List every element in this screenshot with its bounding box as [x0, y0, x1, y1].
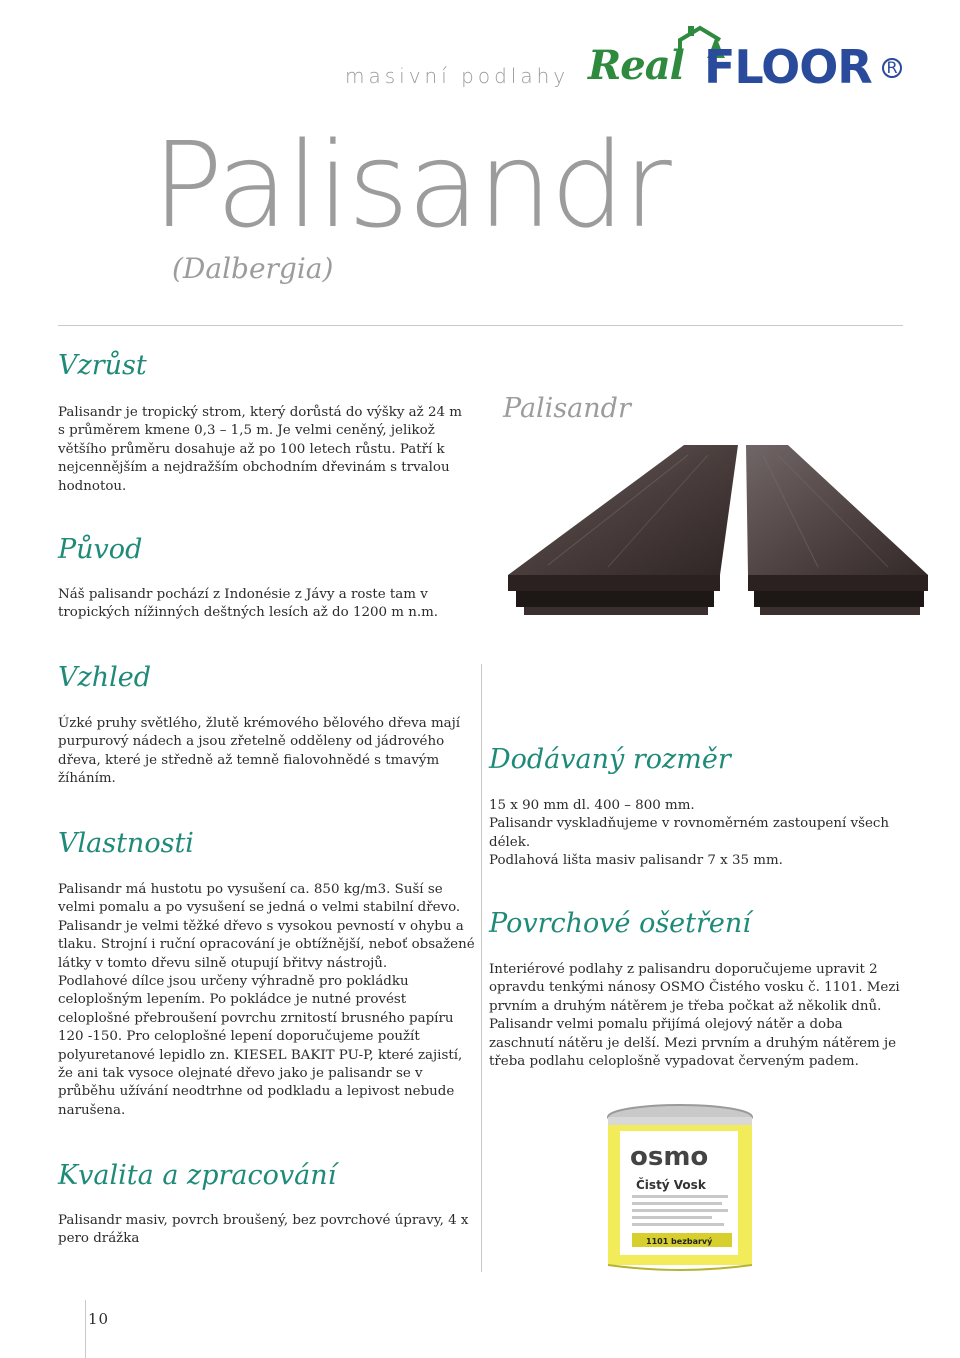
text-vzrust: Palisandr je tropický strom, který dorůstá do výšky až 24 m s průměrem kmene 0,3 – 1,5 m. Je velmi ceněný, jelikož většího průměru dosahuje až po 100 letech růstu. Patří k nejcennějším a nejdražším obchodním dřevinám s trvalou hodnotou.: [58, 405, 462, 494]
palisandr-boards-photo: [488, 445, 948, 625]
realfloor-logo: [582, 22, 912, 106]
heading-kvalita: Kvalita a zpracování: [58, 1160, 337, 1191]
heading-povrch: Povrchové ošetření: [489, 908, 751, 939]
osmo-wax-can: [598, 1103, 763, 1273]
text-rozmer: 15 x 90 mm dl. 400 – 800 mm. Palisandr vyskladňujeme v rovnoměrném zastoupení všech délek. Podlahová lišta masiv palisandr 7 x 35 mm.: [489, 798, 890, 869]
tagline: masivní podlahy: [345, 64, 570, 88]
column-divider: [481, 664, 482, 1272]
can-product-code: 1101 bezbarvý: [646, 1237, 713, 1246]
text-puvod: Náš palisandr pochází z Indonésie z Jávy a roste tam v tropických nížinných deštných lesích až do 1200 m n.m.: [58, 587, 439, 621]
text-kvalita: Palisandr masiv, povrch broušený, bez povrchové úpravy, 4 x pero drážka: [58, 1213, 469, 1247]
can-brand: osmo: [630, 1142, 709, 1172]
top-divider: [58, 325, 903, 326]
heading-rozmer: Dodávaný rozměr: [489, 744, 731, 775]
heading-puvod: Původ: [58, 534, 143, 565]
page-number: 10: [88, 1310, 110, 1328]
heading-vlastnosti: Vlastnosti: [58, 828, 194, 859]
text-vlastnosti: Palisandr má hustotu po vysušení ca. 850 kg/m3. Suší se velmi pomalu a po vysušení se jedná o velmi stabilní dřevo. Palisandr je velmi těžké dřevo s vysokou pevností v ohybu a tlaku. Strojní i ruční opracování je obtížnější, neboť obsažené látky v tomto dřevu silně otupují břitvy nástrojů. Podlahové dílce jsou určeny výhradně pro pokládku celoplošným lepením. Po pokládce je nutné provést celoplošné přebroušení povrchu zrnitostí brusného papíru 120 -150. Pro celoplošné lepení doporučujeme použít polyuretanové lepidlo zn. KIESEL BAKIT PU-P, které zajistí, že ani tak vysoce olejnaté dřevo jako je palisandr se v průběhu užívání neodtrhne od podkladu a lepivost nebude narušena.: [58, 882, 475, 1118]
heading-vzhled: Vzhled: [58, 662, 152, 693]
can-product-name: Čistý Vosk: [636, 1178, 706, 1192]
text-povrch: Interiérové podlahy z palisandru doporučujeme upravit 2 opravdu tenkými nánosy OSMO Čistého vosku č. 1101. Mezi prvním a druhým nátěrem je třeba počkat až několik dnů. Palisandr velmi pomalu přijímá olejový nátěr a doba zaschnutí nátěru je delší. Mezi prvním a druhým nátěrem je třeba podlahu celoplošně vypadovat červeným padem.: [489, 962, 900, 1070]
photo-label: Palisandr: [503, 393, 631, 424]
registered-mark: R: [882, 58, 902, 78]
page-subtitle: (Dalbergia): [172, 252, 334, 285]
text-vzhled: Úzké pruhy světlého, žlutě krémového bělového dřeva mají purpurový nádech a jsou zřetelně odděleny od jádrového dřeva, které je středně až temně fialovohnědé s tmavým žíháním.: [58, 716, 461, 787]
heading-vzrust: Vzrůst: [58, 350, 147, 381]
page-number-divider: [85, 1300, 86, 1358]
logo-real: Real: [588, 42, 684, 89]
logo-floor: FLOOR: [704, 40, 872, 94]
page-title: Palisandr: [152, 116, 670, 254]
